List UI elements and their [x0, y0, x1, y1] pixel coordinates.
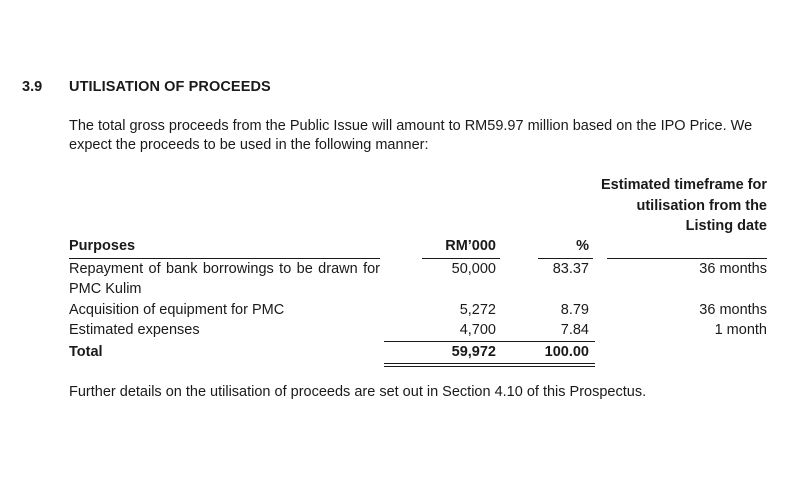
row-percent: 8.79 [560, 302, 589, 318]
row-purpose: Acquisition of equipment for PMC [69, 302, 285, 318]
header-purposes: Purposes [69, 238, 136, 254]
row-purpose: Repayment of bank borrowings to be drawn for PMC Kulim [69, 261, 380, 297]
header-amount: RM’000 [445, 238, 496, 254]
row-timeframe: 1 month [714, 322, 767, 338]
row-percent: 83.37 [552, 261, 589, 277]
total-label: Total [69, 344, 103, 360]
row-timeframe: 36 months [699, 302, 767, 318]
row-amount: 50,000 [451, 261, 496, 277]
header-timeframe: Estimated timeframe for utilisation from the Listing date [601, 177, 767, 234]
intro-paragraph: The total gross proceeds from the Public Issue will amount to RM59.97 million based on the IPO Price. We expect the proceeds to be used in the following manner: [69, 118, 753, 153]
outro-paragraph: Further details on the utilisation of proceeds are set out in Section 4.10 of this Prospectus. [69, 384, 647, 400]
total-percent: 100.00 [544, 344, 589, 360]
section-number: 3.9 [22, 79, 43, 95]
row-amount: 5,272 [459, 302, 496, 318]
total-rule-double [384, 363, 595, 364]
row-purpose: Estimated expenses [69, 322, 200, 338]
row-timeframe: 36 months [699, 261, 767, 277]
header-percent: % [576, 238, 589, 254]
row-amount: 4,700 [459, 322, 496, 338]
row-percent: 7.84 [560, 322, 589, 338]
section-title: UTILISATION OF PROCEEDS [69, 79, 271, 95]
total-amount: 59,972 [451, 344, 496, 360]
total-rule-double [384, 366, 595, 367]
